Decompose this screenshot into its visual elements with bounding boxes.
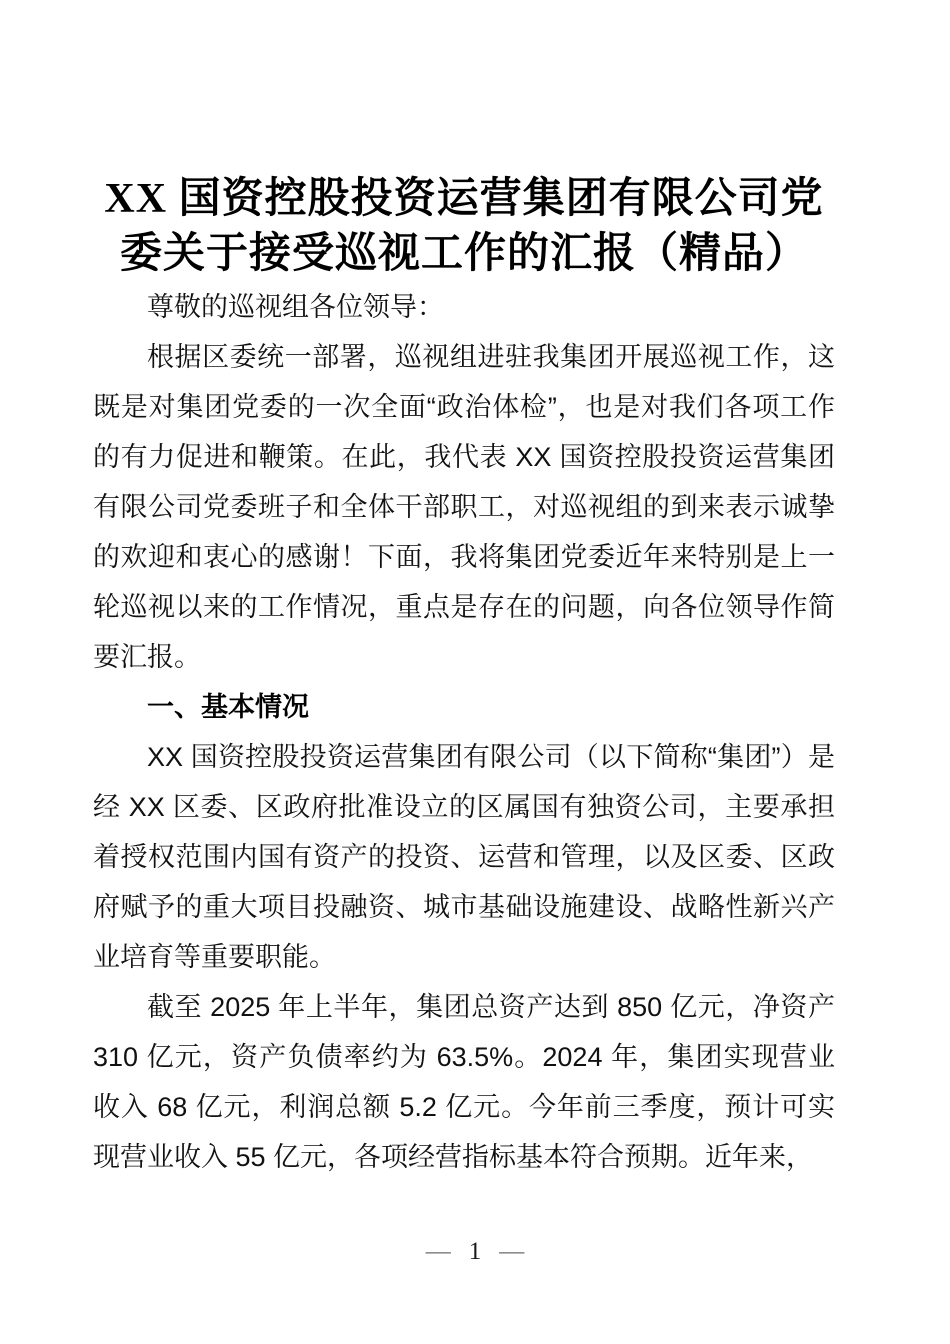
section-paragraph-2: 截至 2025 年上半年，集团总资产达到 850 亿元，净资产 310 亿元，资产负债率约为 63.5%。2024 年，集团实现营业收入 68 亿元，利润总额 5.2 亿元。今年前三季度，预计可实现营业收入 55 亿元，各项经营指标基本符合预期。近年来， <box>93 992 835 1172</box>
footer-dash-left: — <box>425 1238 451 1265</box>
section-paragraph-1: XX 国资控股投资运营集团有限公司（以下简称“集团”）是经 XX 区委、区政府批准设立的区属国有独资公司，主要承担着授权范围内国有资产的投资、运营和管理，以及区委、区政府赋予的重大项目投融资、城市基础设施建设、战略性新兴产业培育等重要职能。 <box>93 742 835 972</box>
footer-dash-right: — <box>499 1238 525 1265</box>
section-heading: 一、基本情况 <box>147 692 309 722</box>
page-number: 1 <box>468 1238 482 1265</box>
page-footer <box>0 1237 950 1267</box>
intro-paragraph: 根据区委统一部署，巡视组进驻我集团开展巡视工作，这既是对集团党委的一次全面“政治体检”，也是对我们各项工作的有力促进和鞭策。在此，我代表 XX 国资控股投资运营集团有限公司党委班子和全体干部职工，对巡视组的到来表示诚挚的欢迎和衷心的感谢！下面，我将集团党委近年来特别是上一轮巡视以来的工作情况，重点是存在的问题，向各位领导作简要汇报。 <box>93 342 835 672</box>
document-content <box>93 172 835 1182</box>
document-title: XX 国资控股投资运营集团有限公司党委关于接受巡视工作的汇报（精品） <box>104 176 824 277</box>
salutation: 尊敬的巡视组各位领导： <box>147 292 444 322</box>
